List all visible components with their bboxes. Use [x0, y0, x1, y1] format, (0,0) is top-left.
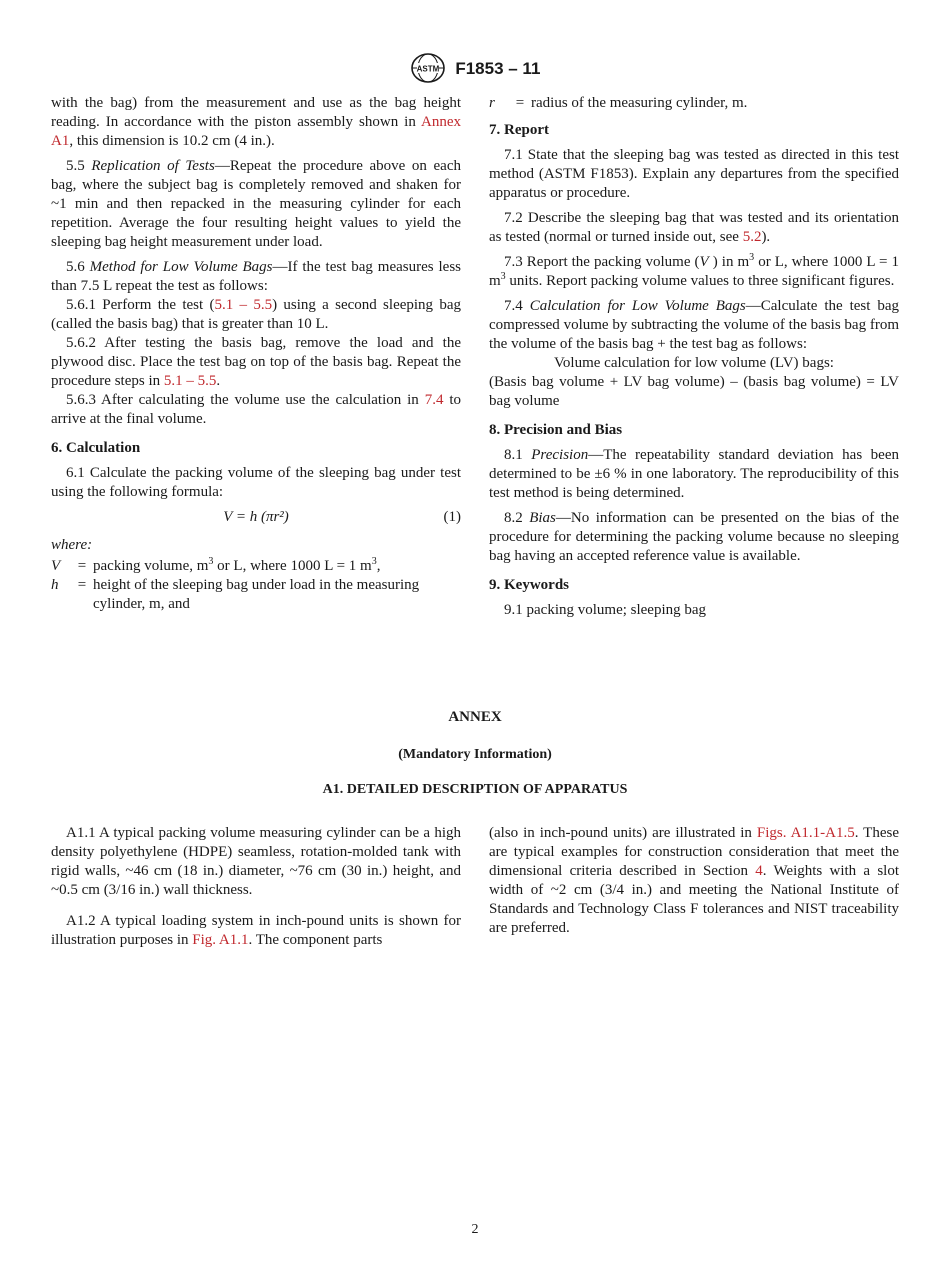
- symbol: V: [51, 558, 61, 574]
- paragraph-9-1: 9.1 packing volume; sleeping bag: [504, 602, 707, 618]
- paragraph-5-6: 5.6 Method for Low Volume Bags—If the test bag measures less than 7.5 L repeat the test as follows:: [51, 259, 461, 294]
- symbol-definitions-r: [489, 94, 899, 113]
- heading-calculation: 6. Calculation: [51, 440, 141, 456]
- heading-precision-bias: 8. Precision and Bias: [489, 422, 623, 438]
- paragraph-7-3: 7.3 Report the packing volume (V ) in $m^3$ or L, where 1000 L = 1 $m^3$ units. Report packing volume values to three significant figures.: [489, 252, 899, 289]
- paragraph-a1-1: A1.1 A typical packing volume measuring cylinder can be a high density polyethylene (HDPE) seamless, rotation-molded tank with rigid walls, ~46 cm (18 in.) diameter, ~76 cm (30 in.) height, and ~0.5 cm (3/16 in.) wall thickness.: [51, 825, 461, 898]
- heading-report: 7. Report: [489, 122, 549, 138]
- equation-1: [51, 508, 461, 530]
- link-5-2[interactable]: 5.2: [742, 229, 762, 245]
- equals-sign: =: [515, 95, 525, 111]
- paragraph-a1-2: A1.2 A typical loading system in inch-pound units is shown for illustration purposes in Fig. A1.1. The component parts: [51, 913, 461, 948]
- symbol-row-h: [51, 576, 461, 614]
- paragraph-6-1: 6.1 Calculate the packing volume of the sleeping bag under test using the following formula:: [51, 465, 461, 500]
- where-label: where:: [51, 537, 93, 553]
- heading-keywords: 9. Keywords: [489, 577, 569, 593]
- equation-text: V = h (πr²): [223, 509, 289, 525]
- paragraph-5-6-2: 5.6.2 After testing the basis bag, remove the load and the plywood disc. Place the test bag on top of the basis bag. Repeat the procedure steps in 5.1 – 5.5.: [51, 335, 461, 389]
- right-column: [489, 94, 899, 626]
- logo-text: ASTM: [416, 64, 439, 74]
- paragraph-7-2: 7.2 Describe the sleeping bag that was tested and its orientation as tested (normal or turned inside out, see 5.2).: [489, 210, 899, 245]
- paragraph-5-6-1: 5.6.1 Perform the test (5.1 – 5.5) using a second sleeping bag (called the basis bag) that is greater than 10 L.: [51, 297, 461, 332]
- equals-sign: =: [77, 558, 87, 574]
- lv-formula: (Basis bag volume + LV bag volume) – (basis bag volume) = LV bag volume: [489, 374, 899, 409]
- symbol-row-v: [51, 557, 461, 576]
- equation-number: (1): [443, 509, 461, 525]
- document-designation: F1853 – 11: [455, 58, 541, 78]
- paragraph-7-1: 7.1 State that the sleeping bag was tested as directed in this test method (ASTM F1853). Explain any departures from the specified apparatus or procedure.: [489, 147, 899, 201]
- annex-subtitle: (Mandatory Information): [398, 747, 552, 762]
- paragraph-5-6-3: 5.6.3 After calculating the volume use the calculation in 7.4 to arrive at the final volume.: [51, 392, 461, 427]
- paragraph-8-2: 8.2 Bias—No information can be presented on the bias of the procedure for determining the packing volume because no sleeping bag having an accepted reference value is available.: [489, 510, 900, 564]
- symbol-definition: radius of the measuring cylinder, m.: [531, 95, 748, 111]
- symbol-definitions: [51, 557, 461, 614]
- paragraph-8-1: 8.1 Precision—The repeatability standard deviation has been determined to be ±6 % in one laboratory. The reproducibility of this test method is being determined.: [489, 447, 899, 501]
- fig-a1-1-link[interactable]: Fig. A1.1: [192, 932, 249, 948]
- page-header: [0, 52, 950, 86]
- paragraph-7-4: 7.4 Calculation for Low Volume Bags—Calculate the test bag compressed volume by subtracting the volume of the basis bag from the volume of the basis bag + the test bag as follows:: [489, 298, 900, 352]
- symbol-definition: height of the sleeping bag under load in the measuring cylinder, m, and: [93, 577, 420, 612]
- symbol-definition: packing volume, $m^3$ or L, where 1000 L = 1 $m^3$,: [93, 556, 381, 574]
- equals-sign: =: [77, 577, 87, 593]
- annex-left-column: [51, 824, 461, 956]
- symbol: r: [489, 95, 495, 111]
- symbol-row-r: [489, 94, 899, 113]
- annex-title: ANNEX: [448, 709, 502, 725]
- paragraph-continuation: with the bag) from the measurement and use as the bag height reading. In accordance with the piston assembly shown in Annex A1, this dimension is 10.2 cm (4 in.).: [51, 95, 461, 149]
- paragraph-a1-2-cont: (also in inch-pound units) are illustrated in Figs. A1.1-A1.5. These are typical examples for construction consideration that meet the dimensional criteria described in Section 4. Weights with a slot width of ~2 cm (3/4 in.) and meeting the National Institute of Standards and Technology Class F tolerances and NIST traceability are preferred.: [489, 825, 900, 936]
- left-column: [51, 94, 461, 614]
- annex-right-column: [489, 824, 899, 944]
- link-5-1-5-5[interactable]: 5.1 – 5.5: [214, 297, 273, 313]
- symbol: h: [51, 577, 59, 593]
- figs-a1-1-a1-5-link[interactable]: Figs. A1.1-A1.5: [756, 825, 855, 841]
- paragraph-5-5: 5.5 Replication of Tests—Repeat the procedure above on each bag, where the subject bag is completely removed and shaken for ~1 min and then repacked in the measuring cylinder for each repetition. Average the four resulting height values to yield the sleeping bag height measurement under load.: [51, 158, 461, 250]
- page-number: 2: [471, 1222, 479, 1237]
- lv-formula-title: Volume calculation for low volume (LV) bags:: [554, 355, 834, 371]
- link-7-4[interactable]: 7.4: [424, 392, 444, 408]
- astm-logo-icon: [410, 52, 446, 84]
- link-5-1-5-5-b[interactable]: 5.1 – 5.5: [163, 373, 217, 389]
- annex-a1-link[interactable]: Annex A1: [51, 114, 461, 149]
- section-4-link[interactable]: 4: [755, 863, 763, 879]
- annex-a1-heading: A1. DETAILED DESCRIPTION OF APPARATUS: [322, 782, 628, 797]
